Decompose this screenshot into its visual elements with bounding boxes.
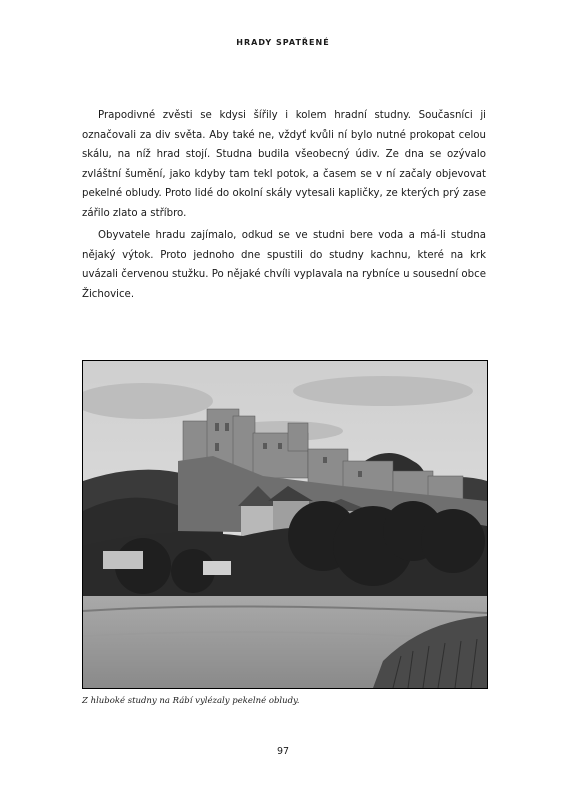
running-title: HRADY SPATŘENÉ [236, 38, 330, 47]
paragraph: Prapodivné zvěsti se kdysi šířily i kolem hradní studny. Současníci ji označovali za div světa. Aby také ne, vždyť kvůli ní bylo nutné prokopat celou skálu, na níž hrad stojí. Studna budila všeobecný údiv. Ze dna se ozývalo zvláštní šumění, jako kdyby tam tekl potok, a časem se v ní začaly objevovat pekelné obludy. Proto lidé do okolní skály vytesali kapličky, ze kterých prý zase zářilo zlato a stříbro. [82, 110, 486, 219]
castle-photo-illustration [83, 361, 487, 688]
castle-photo [82, 360, 488, 689]
photo-caption: Z hluboké studny na Rábí vylézaly pekelné obludy. [82, 696, 300, 706]
page-number: 97 [276, 746, 290, 757]
body-text [82, 106, 486, 307]
paragraph: Obyvatele hradu zajímalo, odkud se ve studni bere voda a má-li studna nějaký výtok. Proto jednoho dne spustili do studny kachnu, které na krk uvázali červenou stužku. Po nějaké chvíli vyplavala na rybníce u sousední obce Žichovice. [82, 230, 486, 300]
